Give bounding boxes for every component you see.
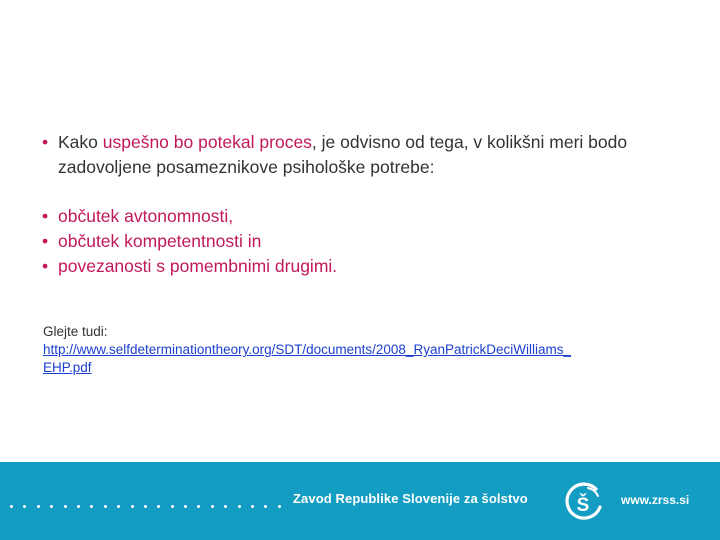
reference-label: Glejte tudi:	[43, 324, 108, 339]
bullet-marker: •	[42, 132, 49, 152]
organization-name: Zavod Republike Slovenije za šolstvo	[293, 491, 528, 506]
bullet-text-end: , je odvisno od tega, v kolikšni meri bodo zadovoljene posameznikove psihološke potrebe:	[58, 132, 628, 177]
bullet-text: povezanosti s pomembnimi drugimi.	[58, 256, 338, 276]
bullet-text-highlight: uspešno bo potekal proces	[102, 132, 312, 152]
bullet-marker: •	[42, 206, 49, 226]
bullet-item-relatedness	[42, 254, 682, 279]
bullet-item-competence	[42, 229, 682, 254]
bullet-list	[42, 130, 682, 279]
reference-link[interactable]	[43, 341, 683, 377]
bullet-text: občutek kompetentnosti in	[58, 231, 262, 251]
bullet-marker: •	[42, 231, 49, 251]
footer-dot-row	[10, 500, 281, 512]
bullet-text-start: Kako	[58, 132, 103, 152]
logo-letter: Š	[576, 495, 590, 516]
bullet-text: občutek avtonomnosti,	[58, 206, 234, 226]
bullet-item-autonomy	[42, 204, 682, 229]
website-url[interactable]: www.zrss.si	[621, 493, 690, 507]
zrss-logo-icon	[560, 480, 606, 526]
reference-link-line2: EHP.pdf	[43, 360, 92, 375]
bullet-marker: •	[42, 256, 49, 276]
reference-block	[43, 323, 683, 377]
bullet-item-process	[42, 130, 682, 180]
reference-link-line1: http://www.selfdeterminationtheory.org/SDT/documents/2008_RyanPatrickDeciWilliams_	[43, 342, 571, 357]
